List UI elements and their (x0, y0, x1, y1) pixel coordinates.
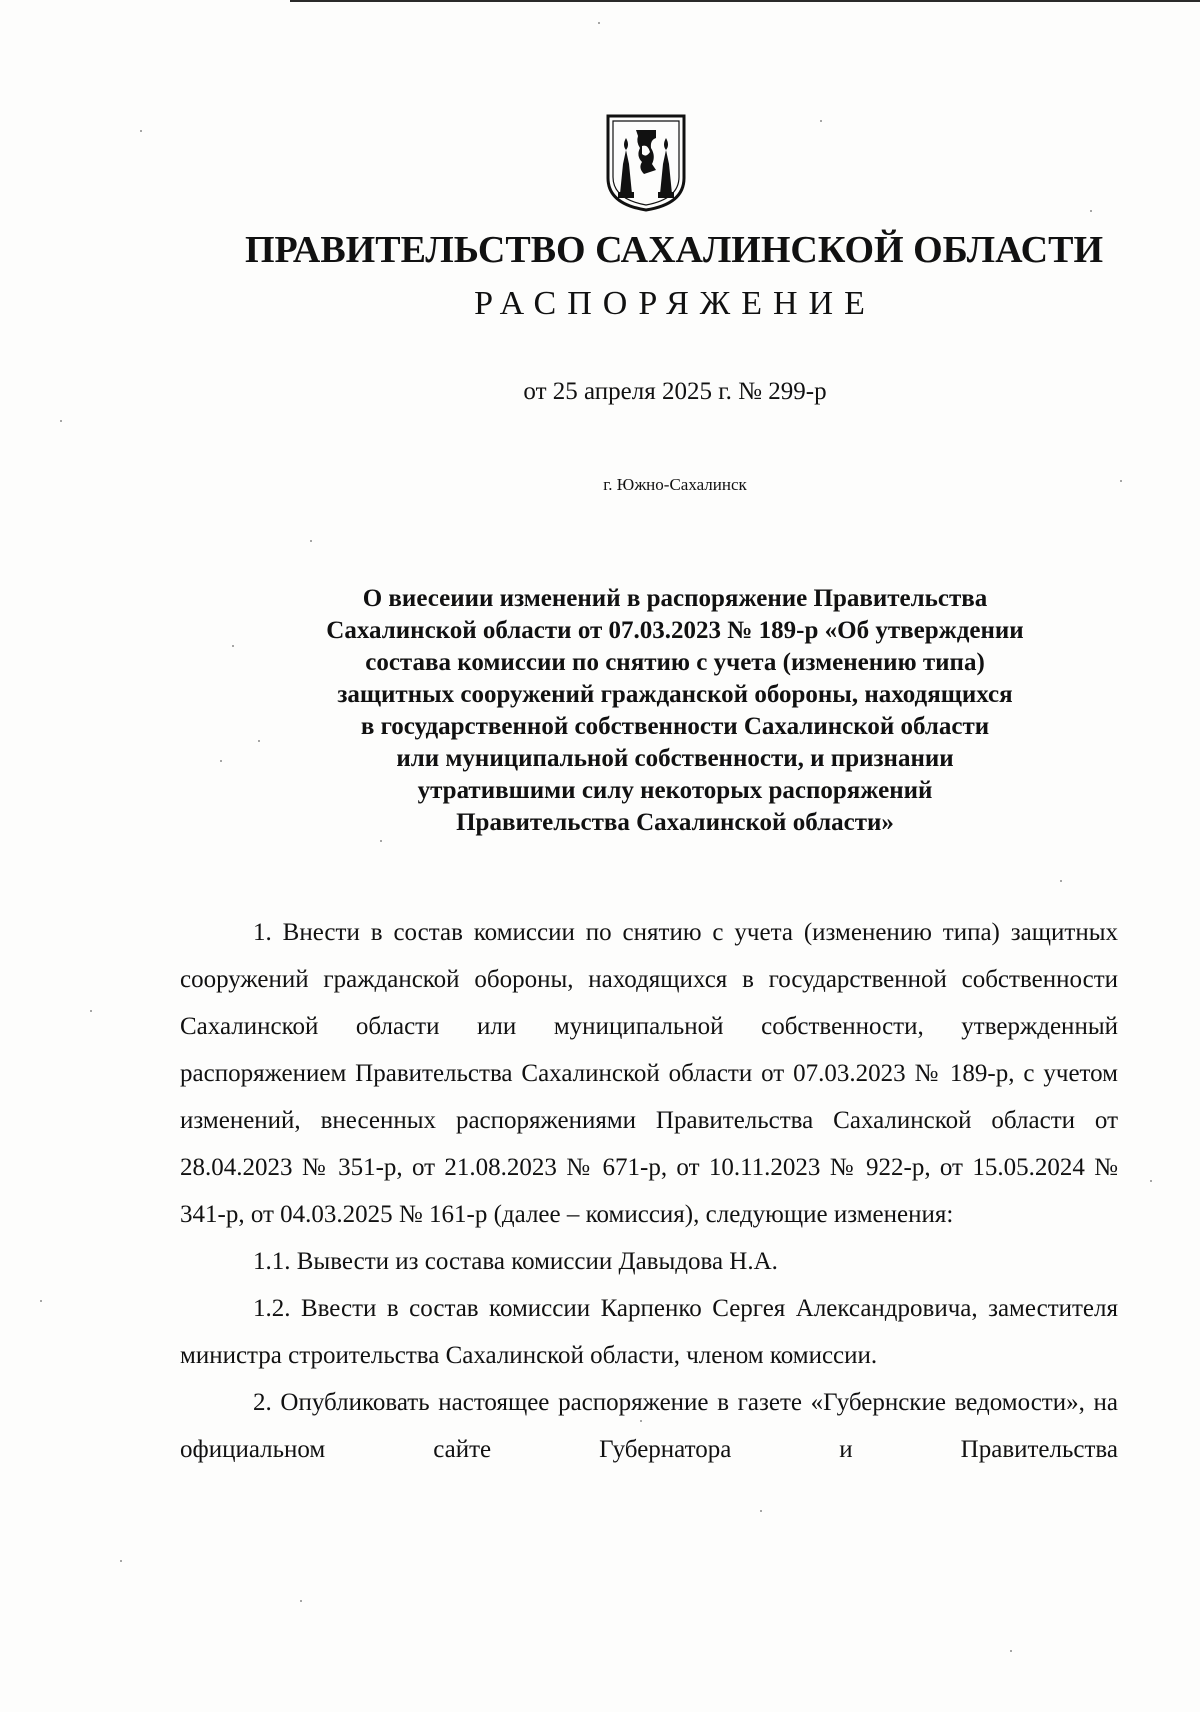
subject-line: состава комиссии по снятию с учета (изменению типа) (365, 649, 985, 676)
subject-line: утратившими силу некоторых распоряжений (417, 777, 933, 804)
body-paragraph: 1. Внести в состав комиссии по снятию с учета (изменению типа) защитных сооружений гражданской обороны, находящихся в государственной собственности Сахалинской области или муниципальной собственности, утвержденный распоряжением Правительства Сахалинской области от 07.03.2023 № 189-р, с учетом изменений, внесенных распоряжениями Правительства Сахалинской области от 28.04.2023 № 351-р, от 21.08.2023 № 671-р, от 10.11.2023 № 922-р, от 15.05.2024 № 341-р, от 04.03.2025 № 161-р (далее – комиссия), следующие изменения: (180, 919, 1118, 1228)
document-place: г. Южно-Сахалинск (603, 475, 747, 494)
body-paragraph: 1.2. Ввести в состав комиссии Карпенко Сергея Александровича, заместителя министра строительства Сахалинской области, членом комиссии. (180, 1295, 1118, 1369)
subject-line: защитных сооружений гражданской обороны, находящихся (337, 681, 1013, 708)
subject-line: в государственной собственности Сахалинской области (360, 713, 990, 740)
document-body (180, 909, 1118, 1473)
sakhalin-coat-of-arms-icon (596, 112, 696, 212)
document-subject (0, 583, 1200, 839)
subject-line: О виесеиии изменений в распоряжение Правительства (362, 585, 988, 612)
organization-title: ПРАВИТЕЛЬСТВО САХАЛИНСКОЙ ОБЛАСТИ (244, 229, 1104, 271)
body-paragraph: 2. Опубликовать настоящее распоряжение в газете «Губернские ведомости», на официальном сайте Губернатора и Правительства (180, 1389, 1118, 1463)
body-paragraph: 1.1. Вывести из состава комиссии Давыдова Н.А. (253, 1248, 778, 1275)
scan-edge-line (290, 0, 1200, 2)
document-type: РАСПОРЯЖЕНИЕ (474, 285, 876, 322)
subject-line: Правительства Сахалинской области» (456, 809, 894, 836)
subject-line: или муниципальной собственности, и признании (396, 745, 954, 772)
document-date-number: от 25 апреля 2025 г. № 299-р (523, 378, 827, 405)
subject-line: Сахалинской области от 07.03.2023 № 189-р «Об утверждении (326, 617, 1024, 644)
